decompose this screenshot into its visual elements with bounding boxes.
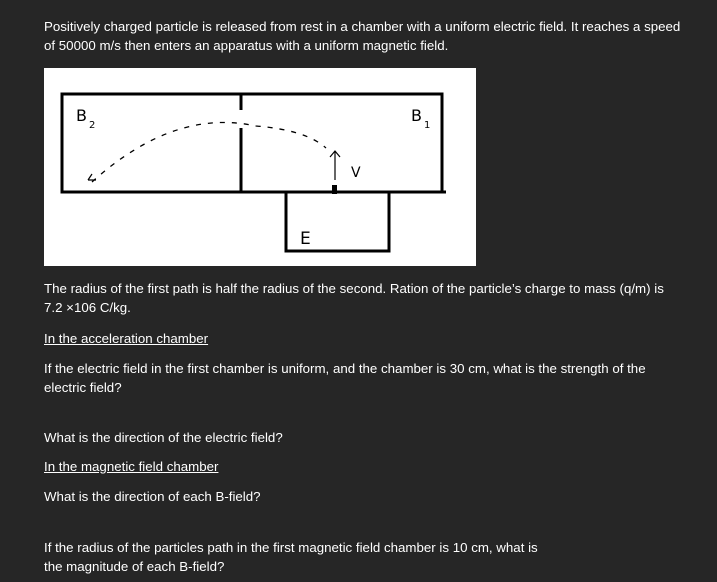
label-b2: B	[76, 106, 87, 125]
magnetic-chamber-heading: In the magnetic field chamber	[44, 459, 219, 474]
magnetic-chamber-outline	[62, 94, 442, 192]
label-b2-subscript: 2	[89, 120, 96, 131]
radius-ratio-paragraph: The radius of the first path is half the radius of the second. Ration of the particle’s charge to mass (q/m) is 7.2 ×106 C/kg.	[44, 281, 664, 315]
label-velocity: V	[351, 165, 361, 181]
electric-strength-question: If the electric field in the first chamber is uniform, and the chamber is 30 cm, what is the strength of the electric field?	[44, 361, 646, 395]
particle-trajectory	[92, 122, 326, 182]
bfield-magnitude-question: If the radius of the particles path in the first magnetic field chamber is 10 cm, what is the magnitude of each B-field?	[44, 540, 538, 574]
particle-entry	[332, 185, 337, 194]
electric-direction-question: What is the direction of the electric field?	[44, 430, 283, 445]
apparatus-diagram	[44, 68, 476, 266]
label-b1: B	[411, 106, 422, 125]
intro-paragraph: Positively charged particle is released from rest in a chamber with a uniform electric field. It reaches a speed of 50000 m/s then enters an apparatus with a uniform magnetic field.	[44, 19, 681, 53]
label-electric-field: E	[300, 229, 311, 249]
acceleration-chamber-heading: In the acceleration chamber	[44, 331, 209, 346]
bfield-direction-question: What is the direction of each B-field?	[44, 489, 261, 504]
label-b1-subscript: 1	[424, 120, 431, 131]
